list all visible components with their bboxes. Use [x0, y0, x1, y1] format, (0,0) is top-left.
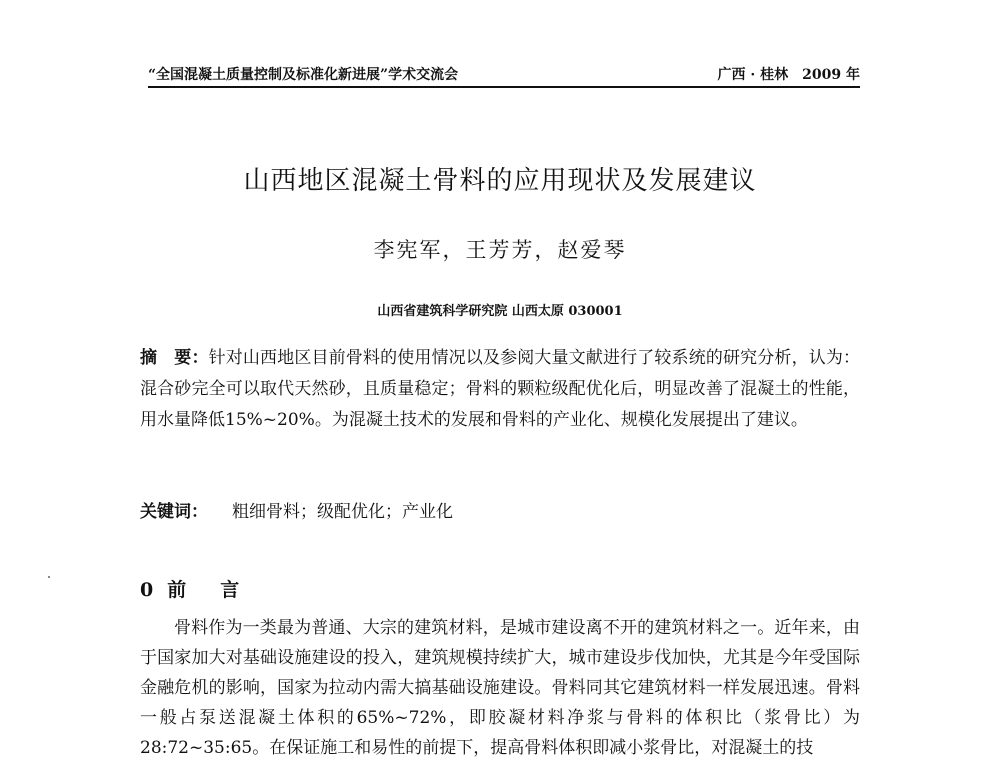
abstract-label: 摘 要：	[140, 348, 209, 368]
running-header	[148, 60, 860, 88]
abstract	[140, 343, 860, 436]
keywords-label: 关键词：	[140, 502, 208, 522]
author-affiliation: 山西省建筑科学研究院 山西太原 030001	[377, 304, 623, 319]
section-number: 0	[140, 579, 154, 601]
paper-authors: 李宪军，王芳芳，赵爱琴	[373, 238, 627, 262]
venue-location: 广西 · 桂林	[717, 67, 789, 83]
section-title: 前言	[167, 579, 274, 601]
venue-year: 2009 年	[802, 67, 860, 83]
conference-name: “全国混凝土质量控制及标准化新进展”学术交流会	[148, 67, 459, 83]
keywords-text: 粗细骨料；级配优化；产业化	[232, 502, 453, 522]
body-paragraph: 骨料作为一类最为普通、大宗的建筑材料，是城市建设离不开的建筑材料之一。近年来，由于国家加大对基础设施建设的投入，建筑规模持续扩大，城市建设步伐加快，尤其是今年受国际金融危机的影响，国家为拉动内需大搞基础设施建设。骨料同其它建筑材料一样发展迅速。骨料一般占泵送混凝土体积的65%~72%，即胶凝材料净浆与骨料的体积比（浆骨比）为28:72~35:65。在保证施工和易性的前提下，提高骨料体积即减小浆骨比，对混凝土的技	[140, 618, 860, 758]
section-heading	[140, 575, 273, 602]
paper-title: 山西地区混凝土骨料的应用现状及发展建议	[243, 166, 757, 196]
venue-date	[718, 64, 860, 84]
abstract-text: 针对山西地区目前骨料的使用情况以及参阅大量文献进行了较系统的研究分析，认为：混合砂完全可以取代天然砂，且质量稳定；骨料的颗粒级配优化后，明显改善了混凝土的性能，用水量降低15%~20%。为混凝土技术的发展和骨料的产业化、规模化发展提出了建议。	[140, 348, 861, 430]
margin-mark	[48, 576, 50, 578]
keywords	[140, 497, 453, 522]
